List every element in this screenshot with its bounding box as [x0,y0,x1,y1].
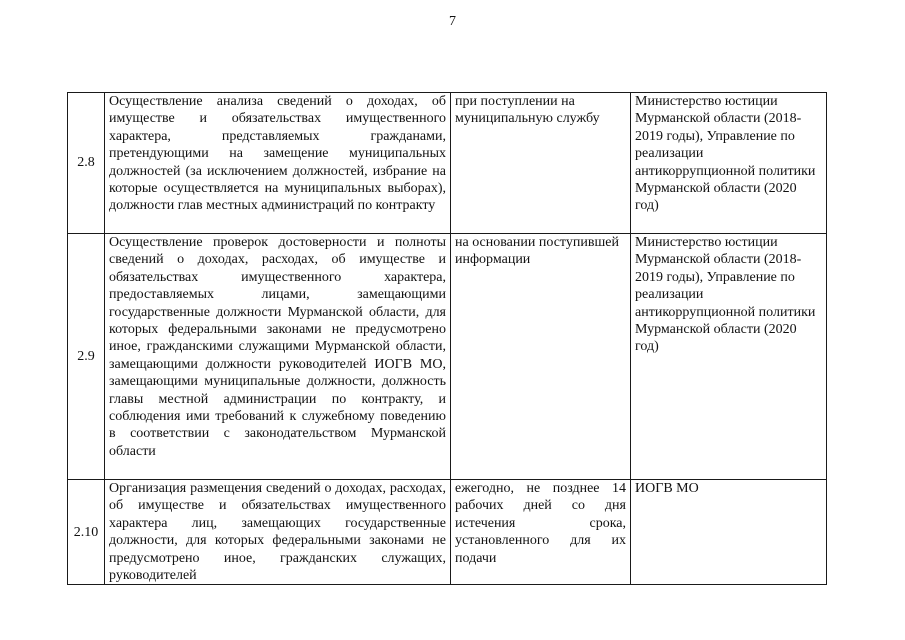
table-row [68,234,827,480]
row-number: 2.9 [68,234,105,480]
table-row [68,93,827,234]
page-number: 7 [449,14,456,29]
action-cell: Организация размещения сведений о доходах, расходах, об имуществе и обязательствах имущественного характера лиц, замещающих государственные должности, для которых федеральными законами не предусмотрено иное, гражданских служащих, руководителей [105,480,451,585]
responsible-cell: Министерство юстиции Мурманской области (2018-2019 годы), Управление по реализации антикоррупционной политики Мурманской области (2020 год) [631,93,827,234]
term-cell: на основании поступившей информации [451,234,631,480]
table-row [68,480,827,585]
responsible-cell: ИОГВ МО [631,480,827,585]
action-cell: Осуществление проверок достоверности и полноты сведений о доходах, расходах, об имуществе и обязательствах имущественного характера, предоставляемых лицами, замещающими государственные должности Мурманской области, для которых федеральными законами не предусмотрено иное, гражданскими служащими Мурманской области, замещающими должности руководителей ИОГВ МО, замещающими муниципальные должности, должность главы местной администрации по контракту, и соблюдения ими требований к служебному поведению в соответствии с законодательством Мурманской области [105,234,451,480]
measures-table [67,92,827,585]
term-cell: при поступлении на муниципальную службу [451,93,631,234]
row-number: 2.8 [68,93,105,234]
responsible-cell: Министерство юстиции Мурманской области (2018-2019 годы), Управление по реализации антикоррупционной политики Мурманской области (2020 год) [631,234,827,480]
term-cell: ежегодно, не позднее 14 рабочих дней со дня истечения срока, установленного для их подачи [451,480,631,585]
row-number: 2.10 [68,480,105,585]
action-cell: Осуществление анализа сведений о доходах, об имуществе и обязательствах имущественного характера, представляемых гражданами, претендующими на замещение муниципальных должностей (за исключением должностей, избрание на которые осуществляется на муниципальных выборах), должности глав местных администраций по контракту [105,93,451,234]
